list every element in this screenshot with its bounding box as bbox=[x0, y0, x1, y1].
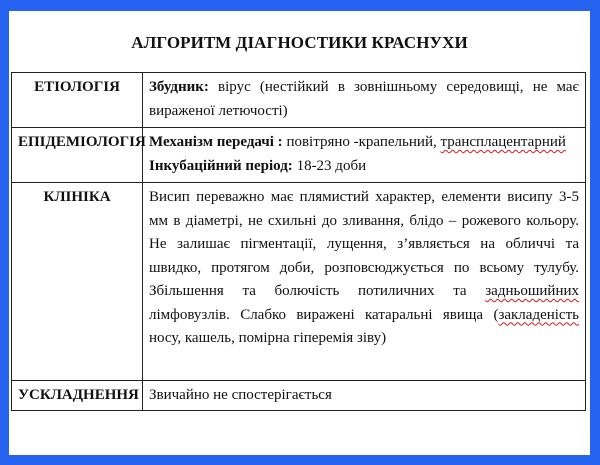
row-header-etiology: ЕТІОЛОГІЯ bbox=[12, 73, 143, 128]
table-row-etiology bbox=[12, 73, 586, 128]
pathogen-label: Збудник: bbox=[149, 79, 209, 95]
row-header-complications: УСКЛАДНЕННЯ bbox=[12, 381, 143, 411]
row-content-epidemiology bbox=[143, 128, 586, 183]
transmission-text: повітряно -крапельний, bbox=[282, 134, 441, 150]
table-row-epidemiology bbox=[12, 128, 586, 183]
table-row-complications bbox=[12, 381, 586, 411]
row-content-etiology bbox=[143, 73, 586, 128]
row-header-clinic: КЛІНІКА bbox=[12, 183, 143, 381]
transmission-text-underlined: трансплацентарний bbox=[440, 134, 566, 150]
row-header-epidemiology: ЕПІДЕМІОЛОГІЯ bbox=[12, 128, 143, 183]
pathogen-text: вірус (нестійкий в зовнішньому середовищі, не має вираженої летючості) bbox=[149, 79, 579, 119]
transmission-label: Механізм передачі : bbox=[149, 134, 283, 150]
diagnosis-table bbox=[11, 72, 586, 411]
incubation-label: Інкубаційний період: bbox=[149, 157, 293, 174]
clinic-text-part-1: Висип переважно має плямистий характер, елементи висипу 3-5 мм в діаметрі, не схильні до зливання, блідо – рожевого кольору. Не залишає пігментації, лущення, з’являється на обличчі та швидко, протягом доби, розповсюджується по всьому тулубу. Збільшення та болючість потиличних та bbox=[149, 189, 579, 299]
document-title: АЛГОРИТМ ДІАГНОСТИКИ КРАСНУХИ bbox=[131, 33, 468, 52]
document-sheet bbox=[9, 11, 590, 455]
clinic-text-part-3: носу, кашель, помірна гіперемія зіву) bbox=[149, 330, 387, 346]
row-content-clinic bbox=[143, 183, 586, 381]
clinic-text-underlined-2: закладеність bbox=[498, 306, 579, 323]
clinic-text-part-2: лімфовузлів. Слабко виражені катаральні явища ( bbox=[149, 306, 499, 323]
incubation-text: 18-23 доби bbox=[292, 157, 367, 174]
row-content-complications: Звичайно не спостерігається bbox=[143, 381, 586, 411]
table-row-clinic bbox=[12, 183, 586, 381]
clinic-text-underlined-1: задньошийних bbox=[485, 283, 579, 299]
